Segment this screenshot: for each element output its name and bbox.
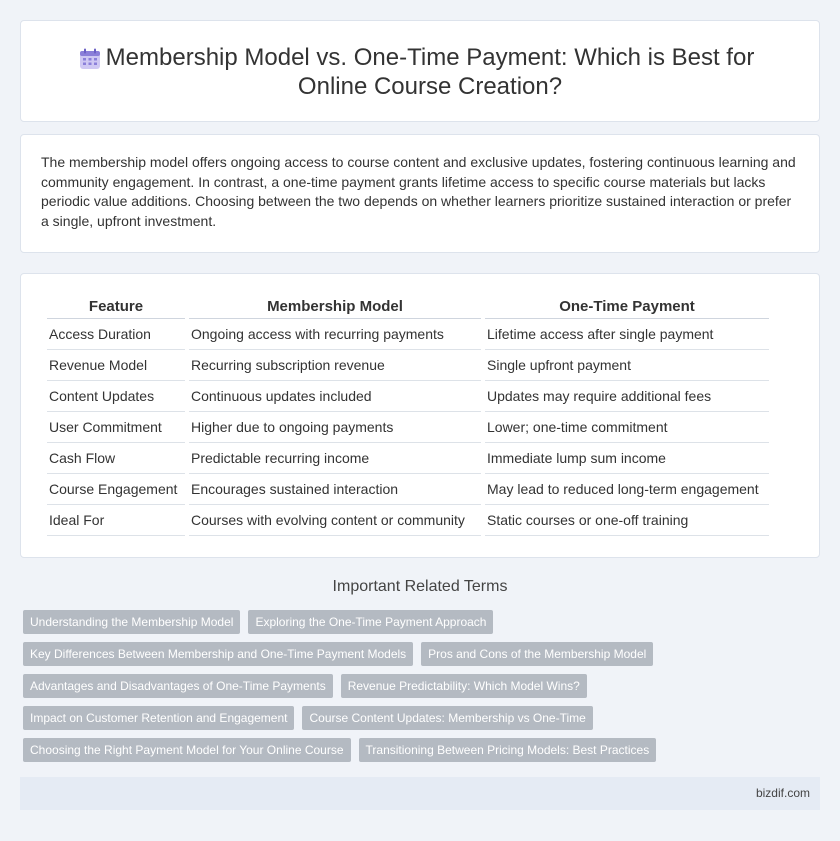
table-cell: Courses with evolving content or community — [189, 505, 481, 536]
comparison-table — [43, 296, 773, 536]
table-cell: May lead to reduced long-term engagement — [485, 474, 769, 505]
footer — [20, 777, 820, 810]
table-cell: Ongoing access with recurring payments — [189, 319, 481, 350]
comparison-table-card — [20, 273, 820, 558]
table-row — [47, 350, 769, 381]
table-row — [47, 505, 769, 536]
header-membership: Membership Model — [189, 296, 481, 319]
table-cell: Revenue Model — [47, 350, 185, 381]
table-row — [47, 443, 769, 474]
table-cell: Cash Flow — [47, 443, 185, 474]
header-one-time: One-Time Payment — [485, 296, 769, 319]
related-term-tag[interactable]: Pros and Cons of the Membership Model — [421, 642, 653, 666]
table-cell: Predictable recurring income — [189, 443, 481, 474]
related-term-tag[interactable]: Revenue Predictability: Which Model Wins? — [341, 674, 587, 698]
related-term-tag[interactable]: Transitioning Between Pricing Models: Best Practices — [359, 738, 657, 762]
table-header-row — [47, 296, 769, 319]
related-term-tag[interactable]: Advantages and Disadvantages of One-Time Payments — [23, 674, 333, 698]
table-row — [47, 381, 769, 412]
table-cell: Lifetime access after single payment — [485, 319, 769, 350]
related-term-tag[interactable]: Choosing the Right Payment Model for Your Online Course — [23, 738, 351, 762]
related-term-tag[interactable]: Exploring the One-Time Payment Approach — [248, 610, 493, 634]
page-title: Membership Model vs. One-Time Payment: Which is Best for Online Course Creation? — [105, 44, 755, 100]
table-cell: Single upfront payment — [485, 350, 769, 381]
related-terms-heading: Important Related Terms — [332, 578, 508, 595]
title-card — [20, 20, 820, 122]
table-row — [47, 412, 769, 443]
table-row — [47, 319, 769, 350]
table-cell: Content Updates — [47, 381, 185, 412]
footer-brand[interactable]: bizdif.com — [755, 786, 810, 800]
table-cell: Access Duration — [47, 319, 185, 350]
table-cell: Updates may require additional fees — [485, 381, 769, 412]
summary-text: The membership model offers ongoing access to course content and exclusive updates, fostering continuous learning and community engagement. In contrast, a one-time payment grants lifetime access to specific course materials but lacks periodic value additions. Choosing between the two depends on whether learners prioritize sustained interaction or prefer a single, upfront investment. — [41, 154, 796, 229]
table-cell: Recurring subscription revenue — [189, 350, 481, 381]
table-cell: Continuous updates included — [189, 381, 481, 412]
table-cell: Static courses or one-off training — [485, 505, 769, 536]
header-feature: Feature — [47, 296, 185, 319]
summary-card — [20, 134, 820, 253]
table-cell: User Commitment — [47, 412, 185, 443]
related-term-tag[interactable]: Impact on Customer Retention and Engagement — [23, 706, 294, 730]
related-term-tag[interactable]: Key Differences Between Membership and One-Time Payment Models — [23, 642, 413, 666]
table-cell: Course Engagement — [47, 474, 185, 505]
table-cell: Encourages sustained interaction — [189, 474, 481, 505]
table-cell: Immediate lump sum income — [485, 443, 769, 474]
table-cell: Lower; one-time commitment — [485, 412, 769, 443]
related-terms-list — [23, 610, 823, 770]
related-term-tag[interactable]: Course Content Updates: Membership vs One-Time — [302, 706, 592, 730]
table-cell: Ideal For — [47, 505, 185, 536]
table-cell: Higher due to ongoing payments — [189, 412, 481, 443]
table-row — [47, 474, 769, 505]
related-term-tag[interactable]: Understanding the Membership Model — [23, 610, 240, 634]
